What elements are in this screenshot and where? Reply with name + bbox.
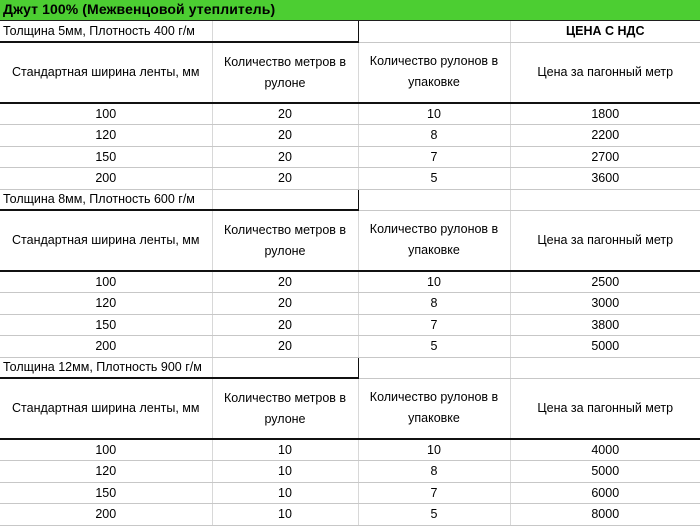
section-header xyxy=(0,21,700,42)
cell-rolls: 8 xyxy=(358,461,510,483)
cell-width: 100 xyxy=(0,439,212,461)
cell-width: 150 xyxy=(0,146,212,168)
section-label: Толщина 8мм, Плотность 600 г/м xyxy=(0,189,212,210)
cell-meters: 10 xyxy=(212,439,358,461)
column-header-row xyxy=(0,210,700,271)
cell-rolls: 5 xyxy=(358,336,510,358)
cell-width: 200 xyxy=(0,336,212,358)
price-table xyxy=(0,21,700,526)
cell-meters: 20 xyxy=(212,103,358,125)
cell-price: 4000 xyxy=(510,439,700,461)
cell-rolls: 10 xyxy=(358,271,510,293)
cell-rolls: 10 xyxy=(358,439,510,461)
column-header-rolls: Количество рулонов в упаковке xyxy=(358,210,510,271)
section-header xyxy=(0,357,700,378)
column-header-width: Стандартная ширина ленты, мм xyxy=(0,42,212,103)
table-row xyxy=(0,146,700,168)
cell-width: 150 xyxy=(0,482,212,504)
table-row xyxy=(0,125,700,147)
column-header-price: Цена за пагонный метр xyxy=(510,42,700,103)
section-spacer xyxy=(358,357,510,378)
cell-width: 120 xyxy=(0,293,212,315)
column-header-width: Стандартная ширина ленты, мм xyxy=(0,378,212,439)
cell-width: 200 xyxy=(0,168,212,190)
cell-rolls: 7 xyxy=(358,314,510,336)
cell-price: 5000 xyxy=(510,336,700,358)
column-header-price: Цена за пагонный метр xyxy=(510,378,700,439)
column-header-rolls: Количество рулонов в упаковке xyxy=(358,378,510,439)
cell-price: 6000 xyxy=(510,482,700,504)
cell-price: 2500 xyxy=(510,271,700,293)
cell-price: 5000 xyxy=(510,461,700,483)
cell-rolls: 8 xyxy=(358,125,510,147)
column-header-price: Цена за пагонный метр xyxy=(510,210,700,271)
table-row xyxy=(0,314,700,336)
column-header-row xyxy=(0,378,700,439)
section-header xyxy=(0,189,700,210)
cell-width: 100 xyxy=(0,271,212,293)
table-row xyxy=(0,103,700,125)
cell-rolls: 5 xyxy=(358,168,510,190)
section-spacer xyxy=(212,189,358,210)
cell-price: 3600 xyxy=(510,168,700,190)
cell-width: 150 xyxy=(0,314,212,336)
cell-rolls: 7 xyxy=(358,146,510,168)
column-header-rolls: Количество рулонов в упаковке xyxy=(358,42,510,103)
cell-meters: 20 xyxy=(212,146,358,168)
table-row xyxy=(0,271,700,293)
cell-meters: 20 xyxy=(212,125,358,147)
cell-price: 1800 xyxy=(510,103,700,125)
cell-meters: 10 xyxy=(212,482,358,504)
section-spacer xyxy=(212,21,358,42)
cell-price: 3800 xyxy=(510,314,700,336)
table-row xyxy=(0,439,700,461)
cell-meters: 20 xyxy=(212,271,358,293)
cell-rolls: 8 xyxy=(358,293,510,315)
cell-width: 120 xyxy=(0,125,212,147)
cell-price: 8000 xyxy=(510,504,700,526)
section-spacer xyxy=(212,357,358,378)
cell-meters: 20 xyxy=(212,293,358,315)
price-vat-label: ЦЕНА С НДС xyxy=(510,21,700,42)
cell-meters: 20 xyxy=(212,336,358,358)
table-row xyxy=(0,168,700,190)
table-row xyxy=(0,482,700,504)
cell-meters: 10 xyxy=(212,461,358,483)
section-label: Толщина 5мм, Плотность 400 г/м xyxy=(0,21,212,42)
cell-price: 2700 xyxy=(510,146,700,168)
cell-rolls: 7 xyxy=(358,482,510,504)
table-row xyxy=(0,461,700,483)
table-row xyxy=(0,336,700,358)
section-spacer xyxy=(510,357,700,378)
column-header-width: Стандартная ширина ленты, мм xyxy=(0,210,212,271)
cell-width: 100 xyxy=(0,103,212,125)
section-spacer xyxy=(358,21,510,42)
column-header-meters: Количество метров в рулоне xyxy=(212,378,358,439)
table-row xyxy=(0,504,700,526)
column-header-row xyxy=(0,42,700,103)
cell-meters: 10 xyxy=(212,504,358,526)
column-header-meters: Количество метров в рулоне xyxy=(212,210,358,271)
section-spacer xyxy=(510,189,700,210)
table-row xyxy=(0,293,700,315)
cell-price: 2200 xyxy=(510,125,700,147)
column-header-meters: Количество метров в рулоне xyxy=(212,42,358,103)
cell-rolls: 5 xyxy=(358,504,510,526)
cell-width: 200 xyxy=(0,504,212,526)
section-spacer xyxy=(358,189,510,210)
cell-rolls: 10 xyxy=(358,103,510,125)
page-title: Джут 100% (Межвенцовой утеплитель) xyxy=(3,1,276,17)
cell-meters: 20 xyxy=(212,168,358,190)
section-label: Толщина 12мм, Плотность 900 г/м xyxy=(0,357,212,378)
cell-width: 120 xyxy=(0,461,212,483)
title-bar xyxy=(0,0,700,21)
cell-price: 3000 xyxy=(510,293,700,315)
cell-meters: 20 xyxy=(212,314,358,336)
